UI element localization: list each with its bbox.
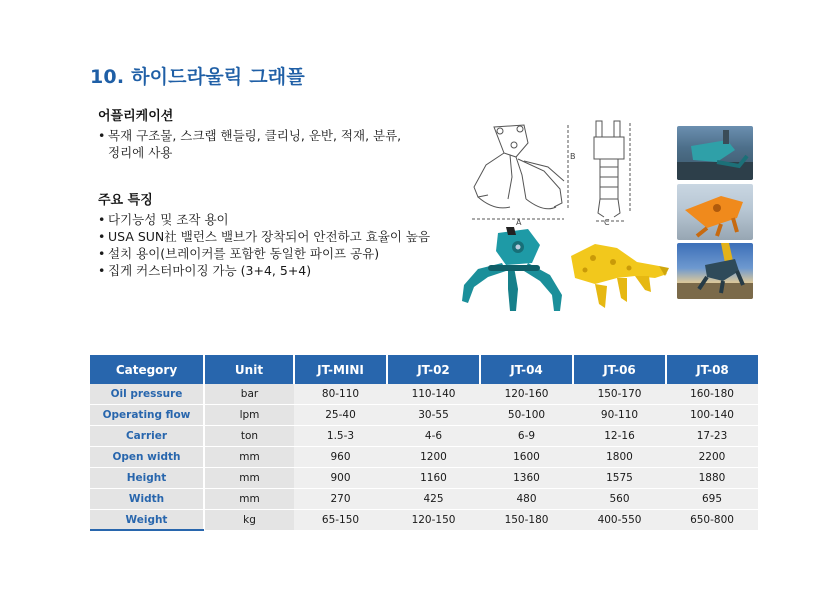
- feature-item: • 설치 용이(브레이커를 포함한 동일한 파이프 공유): [98, 245, 430, 262]
- application-item: [98, 127, 401, 161]
- teal-grapple-image: [458, 225, 566, 321]
- table-row: [90, 426, 758, 447]
- table-header-cell: JT-08: [666, 355, 758, 384]
- spec-table: [90, 355, 758, 531]
- table-cell: 65-150: [294, 510, 387, 531]
- table-row: [90, 384, 758, 405]
- table-cell: 695: [666, 489, 758, 510]
- application-section: [98, 108, 401, 161]
- table-cell: 400-550: [573, 510, 666, 531]
- table-cell: 150-170: [573, 384, 666, 405]
- application-list: [98, 127, 401, 161]
- table-cell: 1600: [480, 447, 573, 468]
- row-unit: mm: [204, 489, 294, 510]
- table-cell: 100-140: [666, 405, 758, 426]
- features-section: [98, 192, 430, 279]
- row-unit: kg: [204, 510, 294, 531]
- table-cell: 1800: [573, 447, 666, 468]
- drawing-label-b: B: [570, 152, 576, 161]
- row-unit: mm: [204, 468, 294, 489]
- table-cell: 160-180: [666, 384, 758, 405]
- features-list: [98, 211, 430, 279]
- table-row: [90, 405, 758, 426]
- grapple-photo-3: [677, 243, 753, 299]
- table-header-cell: Category: [90, 355, 204, 384]
- table-header-cell: Unit: [204, 355, 294, 384]
- table-cell: 90-110: [573, 405, 666, 426]
- grapple-photo-2: [677, 184, 753, 240]
- table-cell: 1160: [387, 468, 480, 489]
- table-row: [90, 468, 758, 489]
- table-cell: 4-6: [387, 426, 480, 447]
- table-cell: 150-180: [480, 510, 573, 531]
- table-cell: 1880: [666, 468, 758, 489]
- table-cell: 12-16: [573, 426, 666, 447]
- table-cell: 120-160: [480, 384, 573, 405]
- table-cell: 425: [387, 489, 480, 510]
- table-row: [90, 489, 758, 510]
- row-unit: lpm: [204, 405, 294, 426]
- page-title: 10. 하이드라울릭 그래플: [90, 66, 305, 88]
- table-cell: 1.5-3: [294, 426, 387, 447]
- grapple-technical-drawing: [464, 115, 636, 227]
- table-cell: 1360: [480, 468, 573, 489]
- table-cell: 2200: [666, 447, 758, 468]
- table-cell: 30-55: [387, 405, 480, 426]
- row-unit: bar: [204, 384, 294, 405]
- application-heading: 어플리케이션: [98, 109, 174, 124]
- drawing-label-a: A: [516, 218, 522, 227]
- table-cell: 560: [573, 489, 666, 510]
- table-cell: 480: [480, 489, 573, 510]
- drawing-label-c: C: [604, 218, 610, 227]
- row-unit: mm: [204, 447, 294, 468]
- feature-item: • USA SUN社 밸런스 밸브가 장착되어 안전하고 효율이 높음: [98, 228, 430, 245]
- table-cell: 6-9: [480, 426, 573, 447]
- table-cell: 650-800: [666, 510, 758, 531]
- row-label: Width: [90, 489, 204, 510]
- row-label: Height: [90, 468, 204, 489]
- table-header-cell: JT-06: [573, 355, 666, 384]
- row-label: Oil pressure: [90, 384, 204, 405]
- features-heading: 주요 특징: [98, 193, 153, 208]
- table-cell: 110-140: [387, 384, 480, 405]
- table-bottom-rule: [90, 529, 204, 531]
- table-header-cell: JT-02: [387, 355, 480, 384]
- application-item-line1: • 목재 구조물, 스크랩 핸들링, 클리닝, 운반, 적재, 분류,: [108, 128, 402, 143]
- table-cell: 900: [294, 468, 387, 489]
- table-cell: 270: [294, 489, 387, 510]
- table-row: [90, 447, 758, 468]
- table-header-cell: JT-04: [480, 355, 573, 384]
- table-cell: 120-150: [387, 510, 480, 531]
- row-label: Open width: [90, 447, 204, 468]
- table-header-row: [90, 355, 758, 384]
- table-cell: 17-23: [666, 426, 758, 447]
- row-label: Carrier: [90, 426, 204, 447]
- yellow-grapple-image: [565, 238, 671, 310]
- table-cell: 1200: [387, 447, 480, 468]
- table-header-cell: JT-MINI: [294, 355, 387, 384]
- feature-item: • 다기능성 및 조작 용이: [98, 211, 430, 228]
- grapple-photo-1: [677, 126, 753, 180]
- table-cell: 80-110: [294, 384, 387, 405]
- table-cell: 960: [294, 447, 387, 468]
- application-item-line2: 정리에 사용: [108, 145, 173, 160]
- table-cell: 50-100: [480, 405, 573, 426]
- table-row: [90, 510, 758, 531]
- row-label: Weight: [90, 510, 204, 531]
- feature-item: • 집게 커스터마이징 가능 (3+4, 5+4): [98, 262, 430, 279]
- row-unit: ton: [204, 426, 294, 447]
- table-cell: 1575: [573, 468, 666, 489]
- row-label: Operating flow: [90, 405, 204, 426]
- table-cell: 25-40: [294, 405, 387, 426]
